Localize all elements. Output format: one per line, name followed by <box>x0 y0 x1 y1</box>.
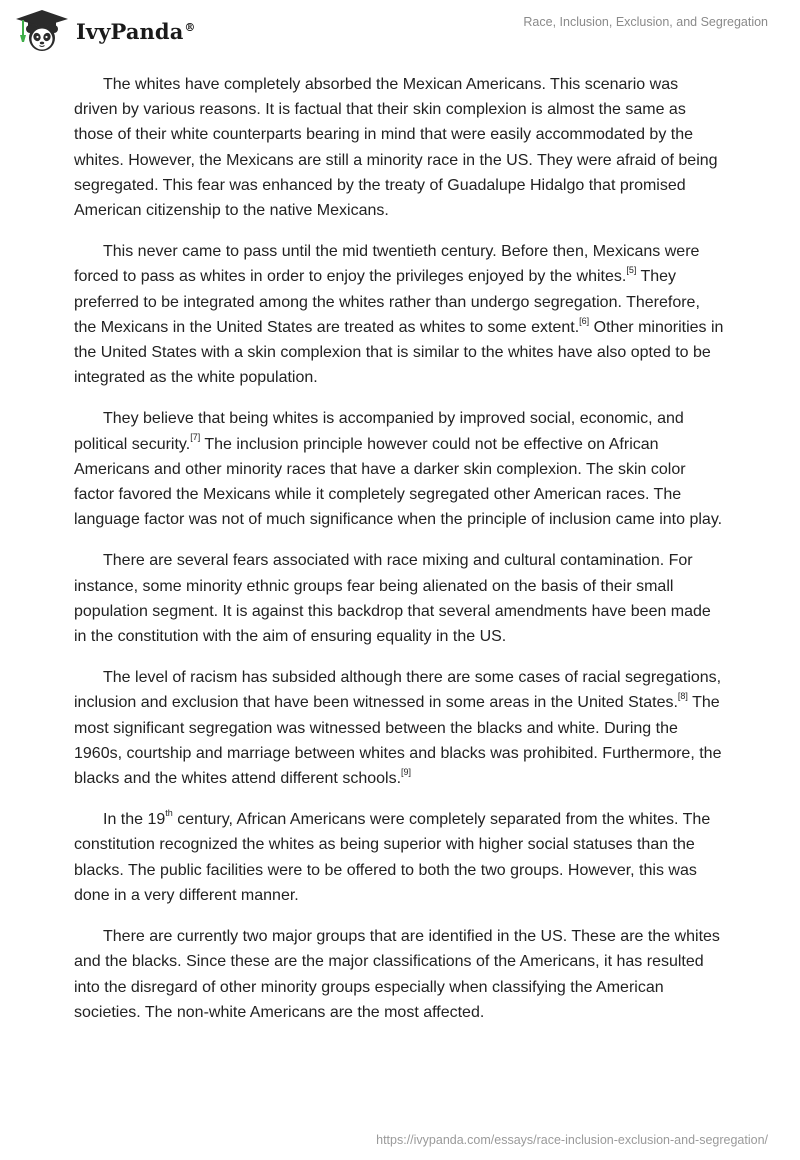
essay-body <box>74 72 724 1041</box>
paragraph-text: The whites have completely absorbed the Mexican Americans. This scenario was driven by various reasons. It is factual that their skin complexion is almost the same as those of their white counterparts bearing in mind that were easily accommodated by the whites. However, the Mexicans are still a minority race in the US. They were afraid of being segregated. This fear was enhanced by the treaty of Guadalupe Hidalgo that promised American citizenship to the native Mexicans. <box>74 76 718 220</box>
paragraph-5 <box>74 665 724 791</box>
paragraph-text: They preferred to be integrated among the whites rather than undergo segregation. Therefore, the Mexicans in the United States are treated as whites to some extent. <box>74 268 700 336</box>
brand-name <box>76 19 196 44</box>
brand-text: IvyPanda <box>76 18 184 44</box>
paragraph-text: There are several fears associated with race mixing and cultural contamination. For instance, some minority ethnic groups fear being alienated on the basis of their small population segment. It is against this backdrop that several amendments have been made in the constitution with the aim of ensuring equality in the US. <box>74 552 711 646</box>
paragraph-1 <box>74 72 724 223</box>
paragraph-text: They believe that being whites is accompanied by improved social, economic, and political security. <box>74 410 684 453</box>
footnote-ref-9[interactable]: [9] <box>401 766 412 777</box>
panda-graduate-icon <box>14 8 70 54</box>
source-url[interactable]: https://ivypanda.com/essays/race-inclusion-exclusion-and-segregation/ <box>376 1133 768 1147</box>
page-header <box>0 0 800 60</box>
ordinal-suffix: th <box>165 807 173 818</box>
paragraph-2 <box>74 239 724 390</box>
footnote-ref-8[interactable]: [8] <box>677 691 688 702</box>
paragraph-text: century, African Americans were completely separated from the whites. The constitution recognized the whites as being superior with higher social statuses than the blacks. The public facilities were to be offered to both the two groups. However, this was done in a very different manner. <box>74 811 711 904</box>
paragraph-text: This never came to pass until the mid twentieth century. Before then, Mexicans were forced to pass as whites in order to enjoy the privileges enjoyed by the whites. <box>74 243 700 286</box>
paragraph-text: Other minorities in the United States with a skin complexion that is similar to the whites have also opted to be integrated as the white population. <box>74 318 724 387</box>
document-title: Race, Inclusion, Exclusion, and Segregation <box>523 15 768 29</box>
paragraph-4 <box>74 548 724 649</box>
paragraph-text: There are currently two major groups that are identified in the US. These are the whites and the blacks. Since these are the major classifications of the Americans, it has resulted into the disregard of other minority groups especially when classifying the American societies. The non-white Americans are the most affected. <box>74 928 720 1021</box>
registered-mark: ® <box>184 20 196 34</box>
ivypanda-logo[interactable] <box>14 8 196 54</box>
paragraph-text: The level of racism has subsided although there are some cases of racial segregations, inclusion and exclusion that have been witnessed in some areas in the United States. <box>74 669 722 712</box>
footnote-ref-7[interactable]: [7] <box>190 432 201 443</box>
paragraph-3 <box>74 406 724 532</box>
paragraph-7 <box>74 924 724 1025</box>
footnote-ref-6[interactable]: [6] <box>579 315 590 326</box>
paragraph-6 <box>74 807 724 908</box>
paragraph-text: The most significant segregation was witnessed between the blacks and white. During the 1960s, courtship and marriage between whites and blacks was prohibited. Furthermore, the blacks and the whites attend different schools. <box>74 694 722 788</box>
paragraph-text: The inclusion principle however could not be effective on African Americans and other minority races that have a darker skin complexion. The skin color factor favored the Mexicans while it completely segregated other American races. The language factor was not of much significance when the principle of inclusion came into play. <box>74 435 723 529</box>
paragraph-text: In the 19 <box>103 811 166 829</box>
footnote-ref-5[interactable]: [5] <box>626 265 637 276</box>
